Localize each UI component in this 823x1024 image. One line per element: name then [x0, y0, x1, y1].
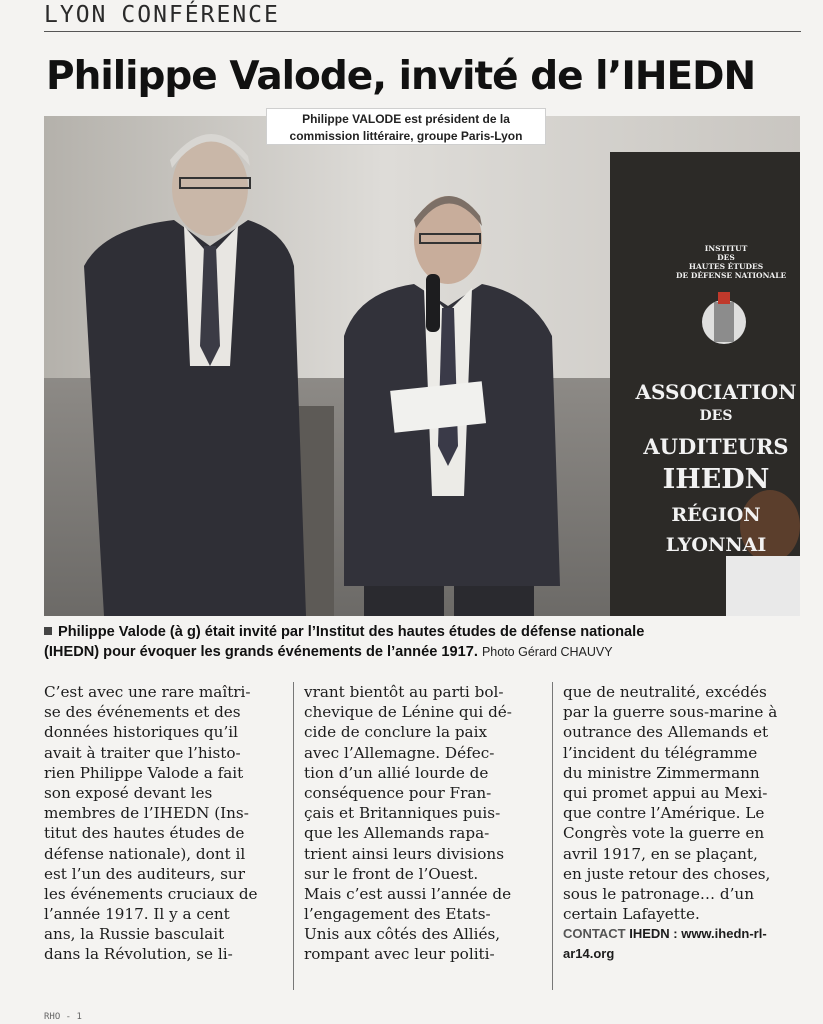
- article-photo: [44, 116, 800, 616]
- photo-inset-caption: [266, 108, 546, 145]
- article-line: outrance des Allemands et: [563, 723, 769, 742]
- article-line: que les Allemands rapa-: [304, 824, 490, 843]
- contact-url-continued: ar14.org: [563, 946, 615, 962]
- page-footer: RHO - 1: [44, 1012, 82, 1022]
- article-line: Congrès vote la guerre en: [563, 824, 765, 843]
- article-line: Mais c’est aussi l’année de: [304, 884, 512, 903]
- article-line: sur le front de l’Ouest.: [304, 864, 479, 883]
- banner-auditeurs: AUDITEURS: [643, 434, 789, 459]
- photo-caption: [44, 622, 804, 662]
- article-line: avec l’Allemagne. Défec-: [304, 743, 495, 762]
- caption-line-2: (IHEDN) pour évoquer les grands événements de l’année 1917.: [44, 644, 478, 660]
- article-line: est l’un des auditeurs, sur: [44, 864, 245, 883]
- banner-des: DES: [699, 408, 733, 424]
- article-line: conséquence pour Fran-: [304, 783, 492, 802]
- article-line: trient ainsi leurs divisions: [304, 844, 504, 863]
- article-line: dans la Révolution, se li-: [44, 945, 233, 964]
- article-line: son exposé devant les: [44, 783, 213, 802]
- banner-logo-line: DES: [717, 253, 735, 262]
- article-line: tion d’un allié lourde de: [304, 763, 489, 782]
- banner-ihedn: IHEDN: [662, 464, 770, 495]
- article-line: cide de conclure la paix: [304, 723, 488, 742]
- inset-line-2: commission littéraire, groupe Paris-Lyon: [289, 129, 523, 143]
- article-line: çais et Britanniques puis-: [304, 804, 501, 823]
- banner-logo-line: INSTITUT: [704, 244, 748, 253]
- banner-logo-text: [676, 244, 787, 280]
- article-line: défense nationale), dont il: [44, 844, 246, 863]
- article-line: l’année 1917. Il y a cent: [44, 905, 230, 924]
- banner-association: ASSOCIATION: [635, 380, 797, 404]
- article-line: certain Lafayette.: [563, 905, 700, 924]
- article-line: sous le patronage… d’un: [563, 884, 754, 903]
- article-line: Unis aux côtés des Alliés,: [304, 925, 501, 944]
- article-line: rompant avec leur politi-: [304, 945, 495, 964]
- article-column-2: [304, 682, 542, 965]
- article-line: l’incident du télégramme: [563, 743, 758, 762]
- article-contact: [563, 924, 801, 944]
- contact-label: CONTACT: [563, 926, 626, 942]
- article-line: les événements cruciaux de: [44, 884, 258, 903]
- banner-logo-line: DE DÉFENSE NATIONALE: [676, 271, 787, 280]
- article-line: se des événements et des: [44, 703, 241, 722]
- article-line: en juste retour des choses,: [563, 864, 771, 883]
- article-line: rien Philippe Valode a fait: [44, 763, 244, 782]
- article-line: avril 1917, en se plaçant,: [563, 844, 758, 863]
- inset-line-1: Philippe VALODE est président de la: [302, 112, 510, 126]
- article-line: membres de l’IHEDN (Ins-: [44, 804, 249, 823]
- article-line: chevique de Lénine qui dé-: [304, 703, 512, 722]
- caption-bullet-icon: [44, 627, 52, 635]
- photo-credit: Photo Gérard CHAUVY: [481, 645, 613, 659]
- section-rubric: [44, 2, 280, 28]
- article-headline: Philippe Valode, invité de l’IHEDN: [46, 54, 756, 99]
- article-line: vrant bientôt au parti bol-: [304, 683, 504, 701]
- article-line: du ministre Zimmermann: [563, 763, 760, 782]
- article-line: que de neutralité, excédés: [563, 683, 767, 701]
- article-line: que contre l’Amérique. Le: [563, 804, 765, 823]
- article-line: par la guerre sous-marine à: [563, 703, 778, 722]
- column-divider: [552, 682, 553, 990]
- article-line: titut des hautes études de: [44, 824, 245, 843]
- banner-region: RÉGION: [671, 504, 761, 526]
- article-line: avait à traiter que l’histo-: [44, 743, 241, 762]
- column-divider: [293, 682, 294, 990]
- banner-lyonnaise: LYONNAI: [665, 534, 767, 556]
- contact-text: IHEDN : www.ihedn-rl-: [625, 926, 767, 942]
- caption-line-1: Philippe Valode (à g) était invité par l’Institut des hautes études de défense nationale: [58, 624, 645, 640]
- article-column-3: [563, 682, 801, 965]
- article-line: qui promet appui au Mexi-: [563, 783, 768, 802]
- article-line: C’est avec une rare maîtri-: [44, 683, 251, 701]
- banner-logo-line: HAUTES ÉTUDES: [688, 262, 764, 271]
- section-name: LYON: [44, 2, 108, 28]
- article-line: données historiques qu’il: [44, 723, 238, 742]
- article-column-1: [44, 682, 282, 965]
- article-line: ans, la Russie basculait: [44, 925, 225, 944]
- section-category: CONFÉRENCE: [121, 2, 280, 28]
- header-rule: [44, 31, 801, 32]
- article-line: l’engagement des Etats-: [304, 905, 491, 924]
